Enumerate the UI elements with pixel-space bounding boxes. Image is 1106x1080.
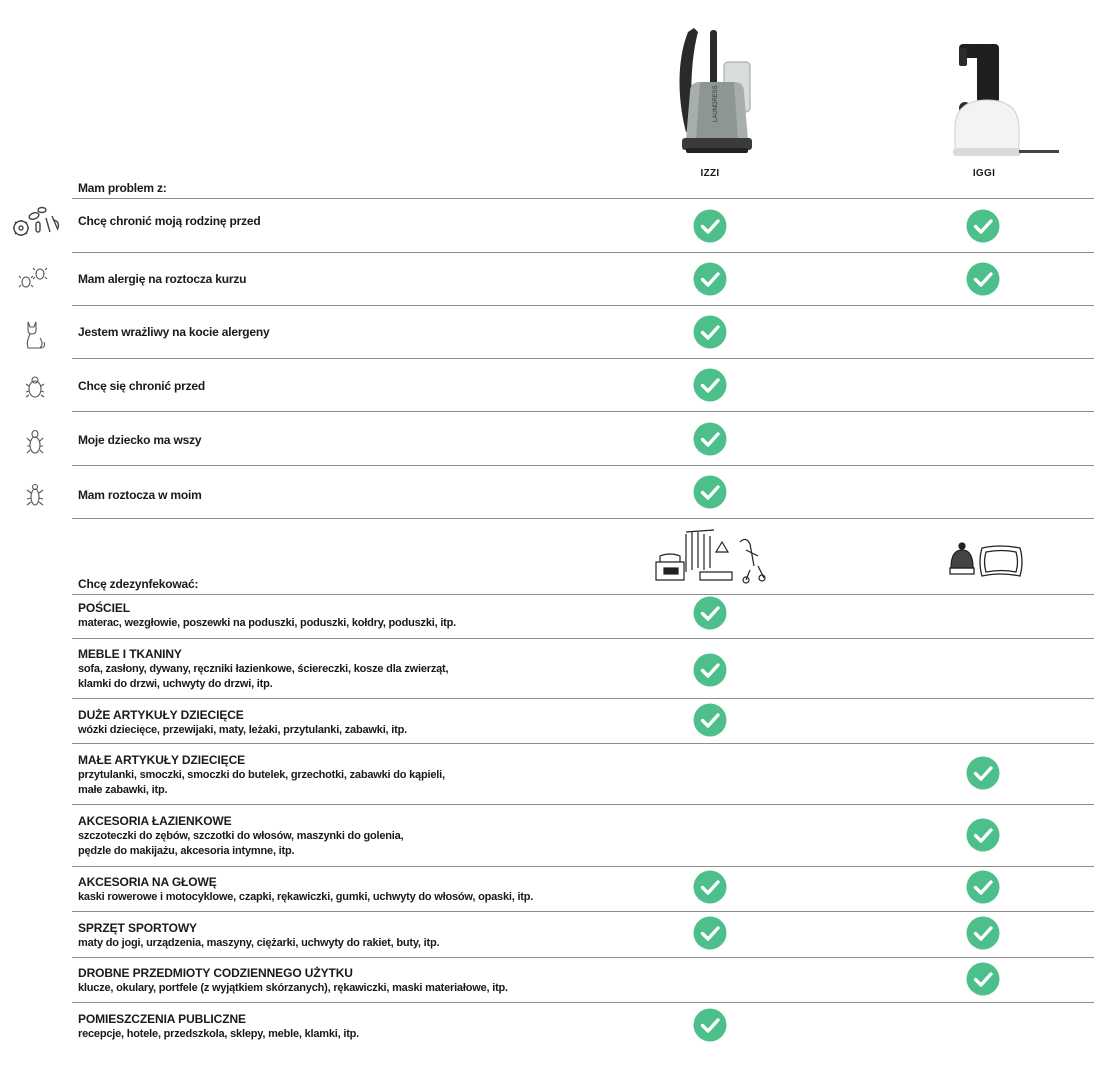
germs-icon [12,204,66,240]
section2-header: Chcę zdezynfekować: [78,577,199,591]
separator [72,411,1094,412]
row-desc: wózki dziecięce, przewijaki, maty, leżaki, przytulanki, zabawki, itp. [78,724,407,736]
mite-icon [25,482,45,508]
problem-row-text: Jestem wrażliwy na kocie alergeny [78,325,270,339]
iggi-check-icon [966,262,1000,296]
disinfect-row [78,814,403,859]
disinfect-row [78,921,439,951]
izzi-check-icon [693,475,727,509]
disinfect-row [78,708,407,738]
disinfect-row [78,753,445,798]
row-desc: sofa, zasłony, dywany, ręczniki łazienkowe, ściereczki, kosze dla zwierząt, [78,663,449,675]
section1-header: Mam problem z: [78,181,167,195]
iggi-check-icon [966,916,1000,950]
row-desc: recepcje, hotele, przedszkola, sklepy, meble, klamki, itp. [78,1028,360,1040]
row-title: DUŻE ARTYKUŁY DZIECIĘCE [78,708,244,722]
row-desc: maty do jogi, urządzenia, maszyny, ciężarki, uchwyty do rakiet, buty, itp. [78,937,440,949]
izzi-check-icon [693,916,727,950]
disinfect-row [78,966,508,996]
iggi-product-name: IGGI [972,168,996,179]
cat-icon [22,318,48,350]
row-title: POMIESZCZENIA PUBLICZNE [78,1012,246,1026]
separator [72,305,1094,306]
row-desc: małe zabawki, itp. [78,784,168,796]
separator [72,866,1094,867]
separator [72,252,1094,253]
separator [72,911,1094,912]
izzi-check-icon [693,315,727,349]
separator [72,638,1094,639]
row-title: MAŁE ARTYKUŁY DZIECIĘCE [78,753,246,767]
izzi-product-name: IZZI [700,168,720,179]
row-title: AKCESORIA ŁAZIENKOWE [78,814,232,828]
separator [72,1002,1094,1003]
izzi-check-icon [693,422,727,456]
row-desc: szczoteczki do zębów, szczotki do włosów, maszynki do golenia, [78,830,404,842]
separator [72,743,1094,744]
izzi-check-icon [693,870,727,904]
iggi-items-illustration [948,542,1024,580]
iggi-check-icon [966,962,1000,996]
row-title: AKCESORIA NA GŁOWĘ [78,875,217,889]
separator [72,518,1094,519]
row-desc: pędzle do makijażu, akcesoria intymne, itp. [78,845,295,857]
separator [72,957,1094,958]
problem-row-text: Chcę chronić moją rodzinę przed [78,214,261,228]
row-desc: klamki do drzwi, uchwyty do drzwi, itp. [78,678,273,690]
separator [72,804,1094,805]
problem-row-text: Moje dziecko ma wszy [78,433,202,447]
row-title: SPRZĘT SPORTOWY [78,921,197,935]
row-title: DROBNE PRZEDMIOTY CODZIENNEGO UŻYTKU [78,966,353,980]
iggi-check-icon [966,756,1000,790]
disinfect-row [78,601,456,631]
izzi-check-icon [693,262,727,296]
izzi-brand-text: LAUNDRESS [713,85,719,122]
iggi-product-image [945,38,1065,163]
row-desc: kaski rowerowe i motocyklowe, czapki, rękawiczki, gumki, uchwyty do włosów, opaski, itp. [78,891,534,903]
row-desc: klucze, okulary, portfele (z wyjątkiem skórzanych), rękawiczki, maski materiałowe, itp. [78,982,508,994]
izzi-check-icon [693,1008,727,1042]
dust-mites-icon [18,266,48,290]
izzi-product-image [660,22,760,157]
iggi-check-icon [966,209,1000,243]
izzi-check-icon [693,209,727,243]
separator [72,698,1094,699]
row-desc: przytulanki, smoczki, smoczki do butelek, grzechotki, zabawki do kąpieli, [78,769,445,781]
row-desc: materac, wezgłowie, poszewki na poduszki, poduszki, kołdry, poduszki, itp. [78,617,457,629]
izzi-check-icon [693,653,727,687]
iggi-check-icon [966,818,1000,852]
izzi-items-illustration [650,522,768,584]
disinfect-row [78,875,533,905]
row-title: MEBLE I TKANINY [78,647,182,661]
izzi-check-icon [693,368,727,402]
problem-row-text: Mam roztocza w moim [78,488,202,502]
disinfect-row [78,647,448,692]
separator [72,358,1094,359]
separator [72,594,1094,595]
bedbug-icon [24,374,46,400]
izzi-check-icon [693,596,727,630]
louse-icon [25,428,45,456]
separator [72,198,1094,199]
problem-row-text: Mam alergię na roztocza kurzu [78,272,247,286]
iggi-check-icon [966,870,1000,904]
problem-row-text: Chcę się chronić przed [78,379,205,393]
izzi-check-icon [693,703,727,737]
separator [72,465,1094,466]
disinfect-row [78,1012,359,1042]
row-title: POŚCIEL [78,601,130,615]
